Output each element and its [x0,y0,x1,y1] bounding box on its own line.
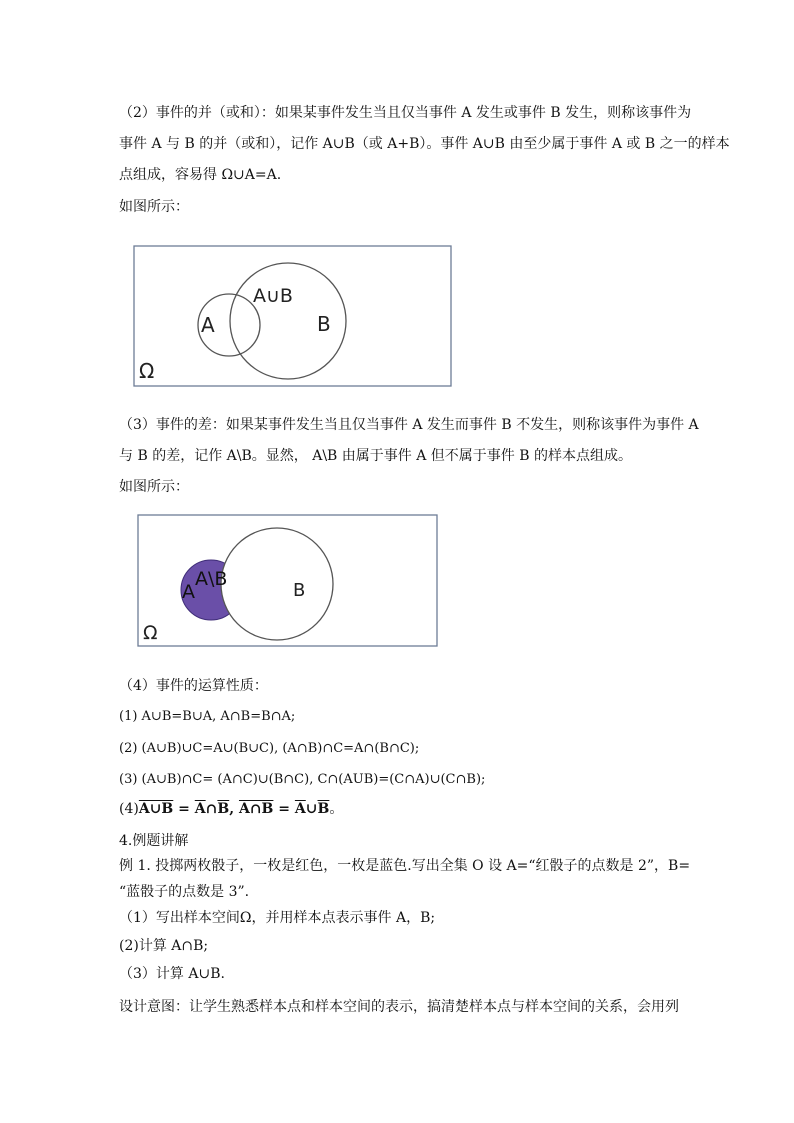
section4-title: （4）事件的运算性质： [119,678,268,694]
property-2: (2) (A∪B)∪C=A∪(B∪C), (A∩B)∩C=A∩(B∩C); [119,741,420,756]
example-question-2: (2)计算 A∩B; [119,938,209,954]
example-heading: 4.例题讲解 [119,833,189,849]
property-1: (1) A∪B=B∪A, A∩B=B∩A; [119,709,296,724]
example-line2: “蓝骰子的点数是 3”. [119,884,250,900]
example-question-1: （1）写出样本空间Ω，并用样本点表示事件 A，B; [119,910,436,926]
universe-box [134,246,451,386]
figure1-caption: 如图所示： [119,199,189,215]
lhs1: A∪B [138,801,174,817]
lhs2: A∩B [238,801,274,817]
property-4: (4)A∪B = $\overline{A}\cap\overline{B}$, A∩B = $\overline{A}\cup\overline{B}$。 [119,801,344,817]
figure2-caption: 如图所示： [119,479,189,495]
union-venn-diagram [133,245,453,393]
set-a-label: A [182,581,195,603]
section3-line2: 与 B 的差，记作 A\B。显然， A\B 由属于事件 A 但不属于事件 B 的样本点组成。 [119,448,632,464]
difference-label: A\B [195,568,228,590]
omega-label: Ω [139,359,155,383]
property-3: (3) (A∪B)∩C= (A∩C)∪(B∩C), C∩(AUB)=(C∩A)∪(C∩B); [119,772,486,787]
design-intent: 设计意图：让学生熟悉样本点和样本空间的表示，搞清楚样本点与样本空间的关系，会用列 [119,999,679,1015]
section2-line2: 事件 A 与 B 的并（或和），记作 A∪B（或 A+B）。事件 A∪B 由至少属于事件 A 或 B 之一的样本 [119,136,730,152]
union-label: A∪B [253,285,293,307]
section2-line3: 点组成，容易得 Ω∪A=A. [119,167,282,183]
set-b-label: B [317,312,331,336]
omega-label: Ω [143,622,158,644]
example-line1: 例 1. 投掷两枚骰子，一枚是红色，一枚是蓝色.写出全集 O 设 A=“红骰子的点数是 2”，B= [119,858,691,874]
set-a-label: A [201,313,215,337]
difference-venn-diagram [137,514,440,653]
section2-line1: （2）事件的并（或和）：如果某事件发生当且仅当事件 A 发生或事件 B 发生，则称该事件为 [119,105,692,121]
set-b-circle [221,528,333,640]
set-b-label: B [293,580,306,601]
example-question-3: （3）计算 A∪B. [119,966,225,982]
section3-line1: （3）事件的差：如果某事件发生当且仅当事件 A 发生而事件 B 不发生，则称该事件为事件 A [119,417,699,433]
